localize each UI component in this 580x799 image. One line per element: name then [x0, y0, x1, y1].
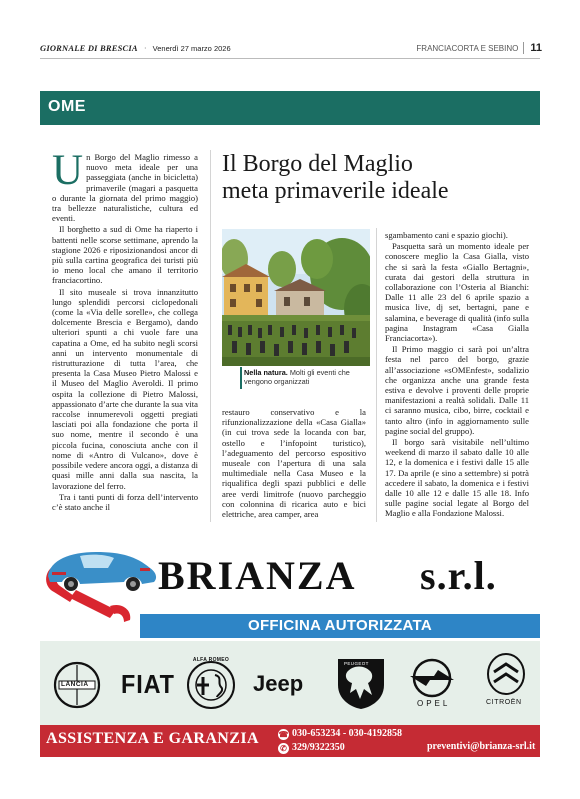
column-divider: [376, 228, 377, 522]
alfa-romeo-logo: ALFA ROMEO: [187, 657, 235, 713]
article-paragraph: Tra i tanti punti di forza dell’intervento c’è stato anche il: [52, 491, 198, 512]
section-bar: [40, 91, 540, 125]
column-divider: [210, 150, 211, 522]
article-paragraph: sgambamento cani e spazio giochi).: [385, 230, 508, 240]
citroen-chevrons-icon: [478, 652, 534, 696]
caption-marker: [240, 367, 242, 389]
citroen-logo: CITROËN: [478, 652, 534, 712]
article-headline: Il Borgo del Maglio meta primaverile ideale: [222, 151, 449, 204]
fiat-logo: FIAT: [121, 669, 175, 699]
newspaper-name: GIORNALE DI BRESCIA: [40, 43, 138, 53]
phone-numbers[interactable]: 030-653234 - 030-4192858: [292, 728, 402, 739]
page-header-right: [416, 42, 542, 54]
article-paragraph: Il borghetto a sud di Ome ha riaperto i battenti nelle scorse settimane, aprendo la stagione 2026 e riposizionandosi ancor di più sulla cartina geografica dei turisti più io meno local che amano il territorio franciacortino.: [52, 224, 198, 286]
drop-cap: U: [52, 147, 84, 194]
brianza-car-wrench-logo: [40, 546, 160, 624]
borgo-photo-illustration: [222, 229, 370, 366]
officina-label: OFFICINA AUTORIZZATA: [247, 617, 433, 634]
issue-date: Venerdì 27 marzo 2026: [152, 44, 231, 53]
ad-brand-name: BRIANZA: [158, 553, 357, 598]
ad-contacts: [278, 727, 402, 755]
article-paragraph: Pasquetta sarà un momento ideale per conoscere meglio la Casa Gialla, visto che si sarà la festa «Giallo Bertagni», curata dai gestori della struttura in collaborazione con l’Osteria al Bianchi: Dalle 11 alle 23 del 6 aprile spazio a musica live, dj set, bertagni, pane e salamina, e beverage di qualità (info sulla pagina Instagram «Casa Gialla Franciacorta»).: [385, 241, 529, 344]
peugeot-logo: PEUGEOT: [334, 651, 388, 711]
ad-brand-suffix: s.r.l.: [420, 553, 497, 598]
lancia-logo: LANCIA: [53, 659, 101, 711]
article-column-2: [222, 407, 366, 520]
opel-logo: OPEL: [404, 658, 460, 710]
assistenza-label: ASSISTENZA E GARANZIA: [46, 730, 259, 747]
article-photo: [222, 229, 370, 366]
article-column-1: [52, 147, 198, 513]
whatsapp-icon: ✆: [278, 743, 289, 754]
section-label: OME: [48, 98, 86, 115]
article-paragraph: Il Primo maggio ci sarà poi un’altra festa nel parco del borgo, grazie all’associazione «sOMEnfest», sodalizio che organizza anche una grande festa estiva e devolve i proventi delle proprie manifestazioni a realtà solidali. Dalle 11 ci saranno musica, cibo, birre, cocktail e tanto altro (info in aggiornamento sulle pagine social del gruppo).: [385, 344, 529, 436]
photo-caption: Nella natura. Molti gli eventi che vengono organizzati: [244, 368, 350, 386]
article-paragraph: Un Borgo del Maglio rimesso a nuovo meta ideale per una passeggiata (anche in bicicletta) primaverile (magari a pasquetta o durante la giornata del primo maggio) tra bellezze naturalistiche, cultura ed eventi.: [52, 147, 198, 224]
article-column-3: [385, 230, 529, 520]
phone-icon: ☎: [278, 730, 289, 739]
jeep-logo: Jeep: [253, 671, 304, 696]
page-number: 11: [523, 42, 542, 54]
opel-blitz-icon: [404, 658, 460, 698]
page-header-left: GIORNALE DI BRESCIA · Venerdì 27 marzo 2026: [40, 43, 231, 53]
ad-email[interactable]: preventivi@brianza-srl.it: [427, 741, 536, 752]
alfa-romeo-emblem-icon: [187, 657, 235, 713]
header-rule: [40, 58, 540, 59]
whatsapp-number[interactable]: 329/9322350: [292, 742, 345, 753]
article-paragraph: Il sito museale si trova innanzitutto lungo splendidi percorsi ciclopedonali (come la «Via delle sorelle», che collega dolcemente Brescia e Bergamo), dando ulteriori spunti a chi vuole fare una capatina a Ome, ed ha subito negli scorsi anni un intervento monumentale di ristrutturazione di tutta l’area, che presenta la Casa Museo Pietro Malossi e il Museo del Maglio Averoldi. Il primo ospita la collezione di Pietro Malossi, appassionato d’arte che durante la sua vita raccolse innumerevoli oggetti pregiati lasciati poi alla fondazione che porta il suo nome, mentre il secondo è una piccola fucina, conosciuta anche con il nome di «Antro di Vulcano», dove è possibile vedere ancora oggi, a distanza di quasi mille anni dalla sua nascita, la lavorazione del ferro.: [52, 286, 198, 491]
peugeot-lion-shield-icon: [334, 651, 388, 711]
article-paragraph: restauro conservativo e la rifunzionalizzazione della «Casa Gialla» (in cui trova sede la locanda con bar, ostello e l’infopoint turistico), l’adeguamento del percorso espositivo museale con l’apertura di una sala multimediale nella Casa Museo e la riqualifica degli spazi pubblici e delle aree verdi limitrofe (nuovo parcheggio con colonnina di ricarica auto e bici elettriche, area camper, area: [222, 407, 366, 520]
article-paragraph: Il borgo sarà visitabile nell’ultimo weekend di marzo il sabato dalle 10 alle 12, e la domenica e i festivi dalle 15 alle 17. Da aprile (e sino a settembre) si potrà accedere il sabato, la domenica e i festivi dalle 10 alle 12 e dalle 15 alle 18. Info sulle pagine social legate al Borgo del Maglio e alla Fondazione Malossi.: [385, 437, 529, 519]
section-name: FRANCIACORTA E SEBINO: [416, 44, 519, 53]
